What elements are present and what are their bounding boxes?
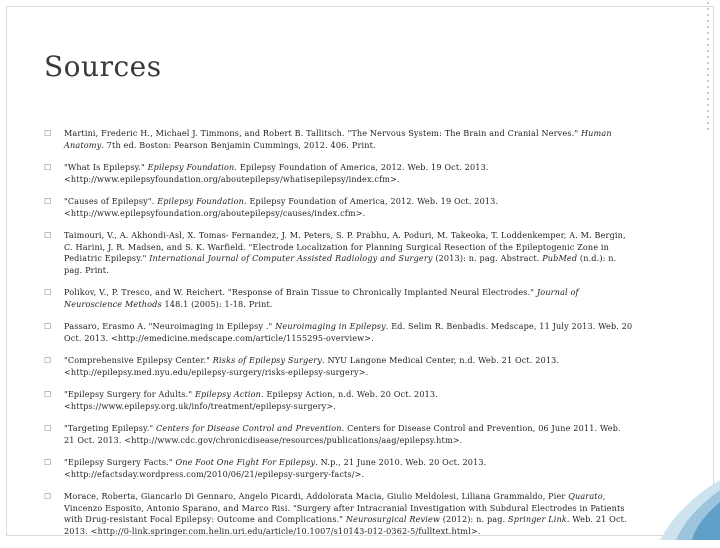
reference-italic-run: Risks of Epilepsy Surgery — [212, 355, 323, 365]
reference-text — [64, 196, 634, 219]
reference-run: (n.d.): n. pag. Print. — [64, 253, 617, 275]
reference-run: . Centers for Disease Control and Prevention, 06 June 2011. Web. 21 Oct. 2013. <http://www.cdc.gov/chronicdisease/resources/publications/aag/epilepsy.htm>. — [64, 423, 621, 445]
reference-run: Martini, Frederic H., Michael J. Timmons, and Robert B. Tallitsch. "The Nervous System: The Brain and Cranial Nerves." — [64, 128, 581, 138]
reference-italic-run: Human Anatomy — [64, 128, 612, 150]
reference-text — [64, 230, 634, 276]
reference-item — [44, 196, 634, 219]
reference-item — [44, 128, 634, 151]
reference-italic-run: International Journal of Computer Assisted Radiology and Surgery — [149, 253, 433, 263]
reference-italic-run: Journal of Neuroscience Methods — [64, 287, 579, 309]
reference-italic-run: Quarato — [568, 491, 603, 501]
reference-run: . Web. 21 Oct. 2013. <http://0-link.springer.com.helin.uri.edu/article/10.1007/s10143-012-0362-5/fulltext.html>. — [64, 514, 627, 536]
reference-text — [64, 321, 634, 344]
reference-text — [64, 128, 634, 151]
reference-text — [64, 287, 634, 310]
reference-item — [44, 491, 634, 537]
checkbox-bullet-icon: ☐ — [44, 458, 52, 467]
reference-italic-run: Centers for Disease Control and Prevention — [156, 423, 342, 433]
reference-item — [44, 321, 634, 344]
reference-italic-run: PubMed — [542, 253, 578, 263]
reference-item — [44, 423, 634, 446]
checkbox-bullet-icon: ☐ — [44, 492, 52, 501]
reference-run: . NYU Langone Medical Center, n.d. Web. 21 Oct. 2013. <http://epilepsy.med.nyu.edu/epilepsy-surgery/risks-epilepsy-surgery>. — [64, 355, 560, 377]
reference-run: . N.p., 21 June 2010. Web. 20 Oct. 2013. <http://efactsday.wordpress.com/2010/06/21/epilepsy-surgery-facts/>. — [64, 457, 487, 479]
reference-run: "Epilepsy Surgery Facts." — [64, 457, 176, 467]
reference-text — [64, 355, 634, 378]
reference-run: . 7th ed. Boston: Pearson Benjamin Cummings, 2012. 406. Print. — [101, 139, 376, 150]
reference-run: "Epilepsy Surgery for Adults." — [64, 389, 195, 399]
reference-item — [44, 457, 634, 480]
reference-run: , Vincenzo Esposito, Antonio Sparano, and Marco Risi. "Surgery after Intracranial Investigation with Subdural Electrodes in Patients with Drug-resistant Focal Epilepsy: Outcome and Complications." — [64, 491, 625, 524]
checkbox-bullet-icon: ☐ — [44, 390, 52, 399]
checkbox-bullet-icon: ☐ — [44, 322, 52, 331]
reference-run: "Targeting Epilepsy." — [64, 423, 157, 433]
reference-run: . Epilepsy Action, n.d. Web. 20 Oct. 2013. <https://www.epilepsy.org.uk/info/treatment/epilepsy-surgery>. — [64, 389, 438, 411]
reference-item — [44, 355, 634, 378]
checkbox-bullet-icon: ☐ — [44, 424, 52, 433]
reference-text — [64, 389, 634, 412]
reference-run: Taimouri, V., A. Akhondi-Asl, X. Tomas- Fernandez, J. M. Peters, S. P. Prabhu, A. Poduri, M. Takeoka, T. Loddenkemper, A. M. Bergin, C. Harini, J. R. Madsen, and S. K. Warfield. "Electrode Localization for Planning Surgical Resection of the Epileptogenic Zone in Pediatric Epilepsy." — [64, 230, 626, 263]
reference-text — [64, 457, 634, 480]
reference-italic-run: Epilepsy Foundation — [157, 196, 244, 206]
checkbox-bullet-icon: ☐ — [44, 231, 52, 240]
checkbox-bullet-icon: ☐ — [44, 129, 52, 138]
reference-run: (2013): n. pag. Abstract. — [432, 253, 543, 263]
decorative-dot-pattern — [704, 0, 712, 130]
reference-text — [64, 423, 634, 446]
checkbox-bullet-icon: ☐ — [44, 356, 52, 365]
slide-title: Sources — [44, 50, 162, 83]
corner-wave-decoration — [650, 480, 720, 540]
reference-run: Passaro, Erasmo A. "Neuroimaging in Epilepsy ." — [64, 321, 276, 331]
reference-italic-run: Neuroimaging in Epilepsy — [275, 321, 386, 331]
reference-run: . Ed. Selim R. Benbadis. Medscape, 11 July 2013. Web. 20 Oct. 2013. <http://emedicine.medscape.com/article/1155295-overview>. — [64, 321, 633, 343]
reference-italic-run: Epilepsy Action — [194, 389, 262, 399]
reference-italic-run: Neurosurgical Review — [345, 514, 441, 524]
reference-text — [64, 162, 634, 185]
reference-run: . Epilepsy Foundation of America, 2012. Web. 19 Oct. 2013. <http://www.epilepsyfoundation.org/aboutepilepsy/whatisepilepsy/index.cfm>. — [64, 162, 489, 184]
reference-italic-run: One Foot One Fight For Epilepsy — [175, 457, 316, 467]
checkbox-bullet-icon: ☐ — [44, 288, 52, 297]
reference-italic-run: Springer Link — [508, 514, 567, 524]
reference-run: "Comprehensive Epilepsy Center." — [64, 355, 213, 365]
checkbox-bullet-icon: ☐ — [44, 197, 52, 206]
reference-list — [44, 128, 634, 548]
reference-item — [44, 287, 634, 310]
reference-run: "Causes of Epilepsy". — [64, 196, 158, 206]
reference-run: "What Is Epilepsy." — [64, 162, 148, 172]
reference-item — [44, 230, 634, 276]
checkbox-bullet-icon: ☐ — [44, 163, 52, 172]
reference-run: . Epilepsy Foundation of America, 2012. Web. 19 Oct. 2013. <http://www.epilepsyfoundation.org/aboutepilepsy/causes/index.cfm>. — [64, 196, 499, 218]
reference-run: Polikov, V., P. Tresco, and W. Reichert. "Response of Brain Tissue to Chronically Implanted Neural Electrodes." — [64, 287, 537, 297]
reference-run: (2012): n. pag. — [440, 514, 509, 524]
reference-run: Morace, Roberta, Giancarlo Di Gennaro, Angelo Picardi, Addolorata Macia, Giulio Meldolesi, Liliana Grammaldo, Pier — [64, 491, 569, 501]
reference-item — [44, 389, 634, 412]
reference-run: 148.1 (2005): 1-18. Print. — [161, 298, 273, 309]
reference-item — [44, 162, 634, 185]
reference-italic-run: Epilepsy Foundation — [147, 162, 235, 172]
reference-text — [64, 491, 634, 537]
